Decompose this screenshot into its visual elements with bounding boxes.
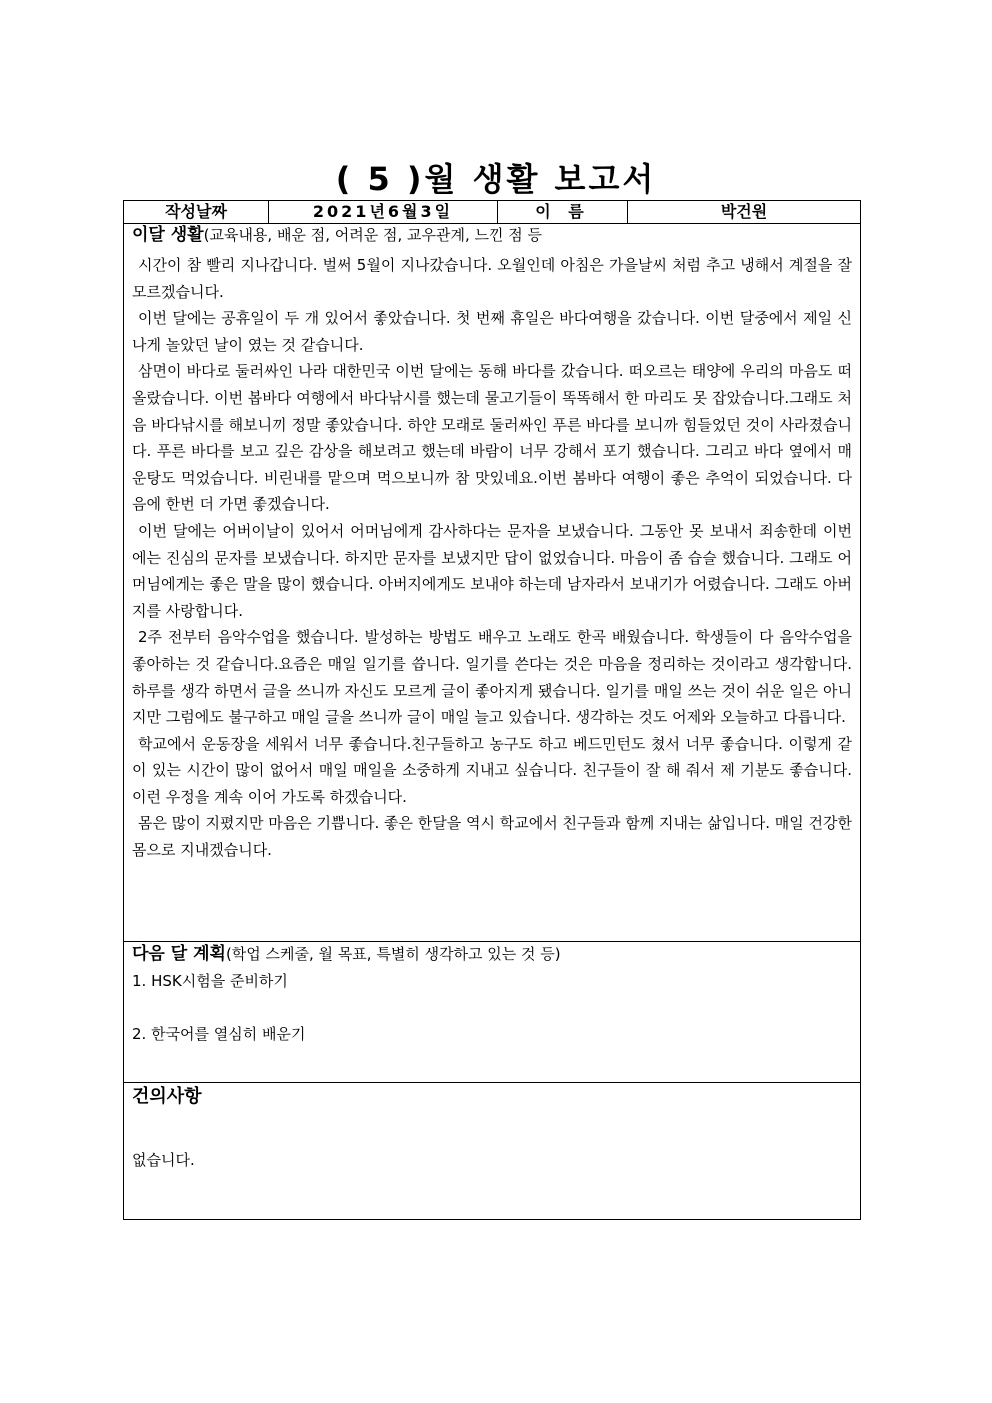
date-value: 2021년6월3일	[269, 201, 498, 223]
report-form	[123, 200, 861, 1220]
suggestions-section	[124, 1084, 860, 1219]
header-row	[124, 201, 860, 224]
name-label: 이 름	[498, 201, 628, 223]
this-month-subheading: (교육내용, 배운 점, 어려운 점, 교우관계, 느낀 점 등	[203, 226, 542, 244]
this-month-section	[124, 224, 860, 942]
date-label: 작성날짜	[124, 201, 269, 223]
paragraph: 학교에서 운동장을 세워서 너무 좋습니다.친구들하고 농구도 하고 베드민턴도 쳤서 너무 좋습니다. 이렇게 같이 있는 시간이 많이 없어서 매일 매일을 소중하게 지내고 싶습니다. 친구들이 잘 해 줘서 제 기분도 좋습니다. 이런 우정을 계속 이어 가도록 하겠습니다.	[132, 734, 852, 806]
paragraph: 몸은 많이 지폈지만 마음은 기쁩니다. 좋은 한달을 역시 학교에서 친구들과 함께 지내는 삶입니다. 매일 건강한 몸으로 지내겠습니다.	[132, 814, 852, 860]
plan-item: 2. 한국어를 열심히 배운기	[132, 1025, 306, 1043]
paragraph: 이번 달에는 어버이날이 있어서 어머님에게 감사하다는 문자을 보냈습니다. 그동안 못 보내서 죄송한데 이번에는 진심의 문자를 보냈습니다. 하지만 문자를 보냈지만 답이 없었습니다. 마음이 좀 습슬 했습니다. 그래도 어머님에게는 좋은 말을 많이 했습니다. 아버지에게도 보내야 하는데 남자라서 보내기가 어렸습니다. 그래도 아버지를 사랑합니다.	[132, 521, 852, 620]
paragraph: 이번 달에는 공휴일이 두 개 있어서 좋았습니다. 첫 번째 휴일은 바다여행을 갔습니다. 이번 달중에서 제일 신나게 놀았던 날이 였는 것 같습니다.	[132, 309, 852, 354]
page-title: ( 5 )월 생활 보고서	[335, 160, 657, 198]
next-month-section	[124, 943, 860, 1083]
suggestions-heading-line	[132, 1086, 202, 1108]
suggestions-heading: 건의사항	[132, 1086, 202, 1107]
this-month-body	[132, 252, 852, 864]
this-month-heading: 이달 생활	[132, 225, 204, 245]
next-month-heading: 다음 달 계획	[132, 944, 226, 964]
next-month-subheading: (학업 스케줄, 월 목표, 특별히 생각하고 있는 것 등)	[225, 945, 561, 963]
paragraph: 삼면이 바다로 둘러싸인 나라 대한민국 이번 달에는 동해 바다를 갔습니다. 떠오르는 태양에 우리의 마음도 떠올랐습니다. 이번 봅바다 여행에서 바다낚시를 했는데 물고기들이 똑똑해서 한 마리도 못 잡았습니다.그래도 처음 바다낚시를 해보니끼 정말 좋았습니다. 하얀 모래로 둘러싸인 푸른 바다를 보니까 힘들었던 것이 사라졌습니다. 푸른 바다를 보고 깊은 감상을 해보려고 했는데 바람이 너무 강해서 포기 했습니다. 그리고 바다 옆에서 매운탕도 먹었습니다. 비린내를 맡으며 먹으보니까 참 맛있네요.이번 봄바다 여행이 좋은 추억이 되었습니다. 다음에 한번 더 가면 좋겠습니다.	[132, 362, 852, 514]
paragraph: 2주 전부터 음악수업을 했습니다. 발성하는 방법도 배우고 노래도 한곡 배웠습니다. 학생들이 다 음악수업을 좋아하는 것 같습니다.요즘은 매일 일기를 씁니다. 일기를 쓴다는 것은 마음을 정리하는 것이라고 생각합니다. 하루를 생각 하면서 글을 쓰니까 자신도 모르게 글이 좋아지게 됐습니다. 일기를 매일 쓰는 것이 쉬운 일은 아니지만 그럼에도 불구하고 매일 글을 쓰니까 글이 매일 늘고 있습니다. 생각하는 것도 어제와 오늘하고 다릅니다.	[132, 628, 852, 727]
plan-item: 1. HSK시험을 준비하기	[132, 972, 288, 990]
this-month-heading-line	[132, 224, 542, 246]
next-month-heading-line	[132, 943, 561, 965]
name-value: 박건원	[720, 202, 768, 221]
paragraph: 시간이 참 빨리 지나갑니다. 벌써 5월이 지나갔습니다. 오월인데 아침은 가을날씨 처럼 추고 냉해서 계절을 잘 모르겠습니다.	[132, 256, 852, 301]
suggestions-text: 없습니다.	[132, 1151, 195, 1169]
